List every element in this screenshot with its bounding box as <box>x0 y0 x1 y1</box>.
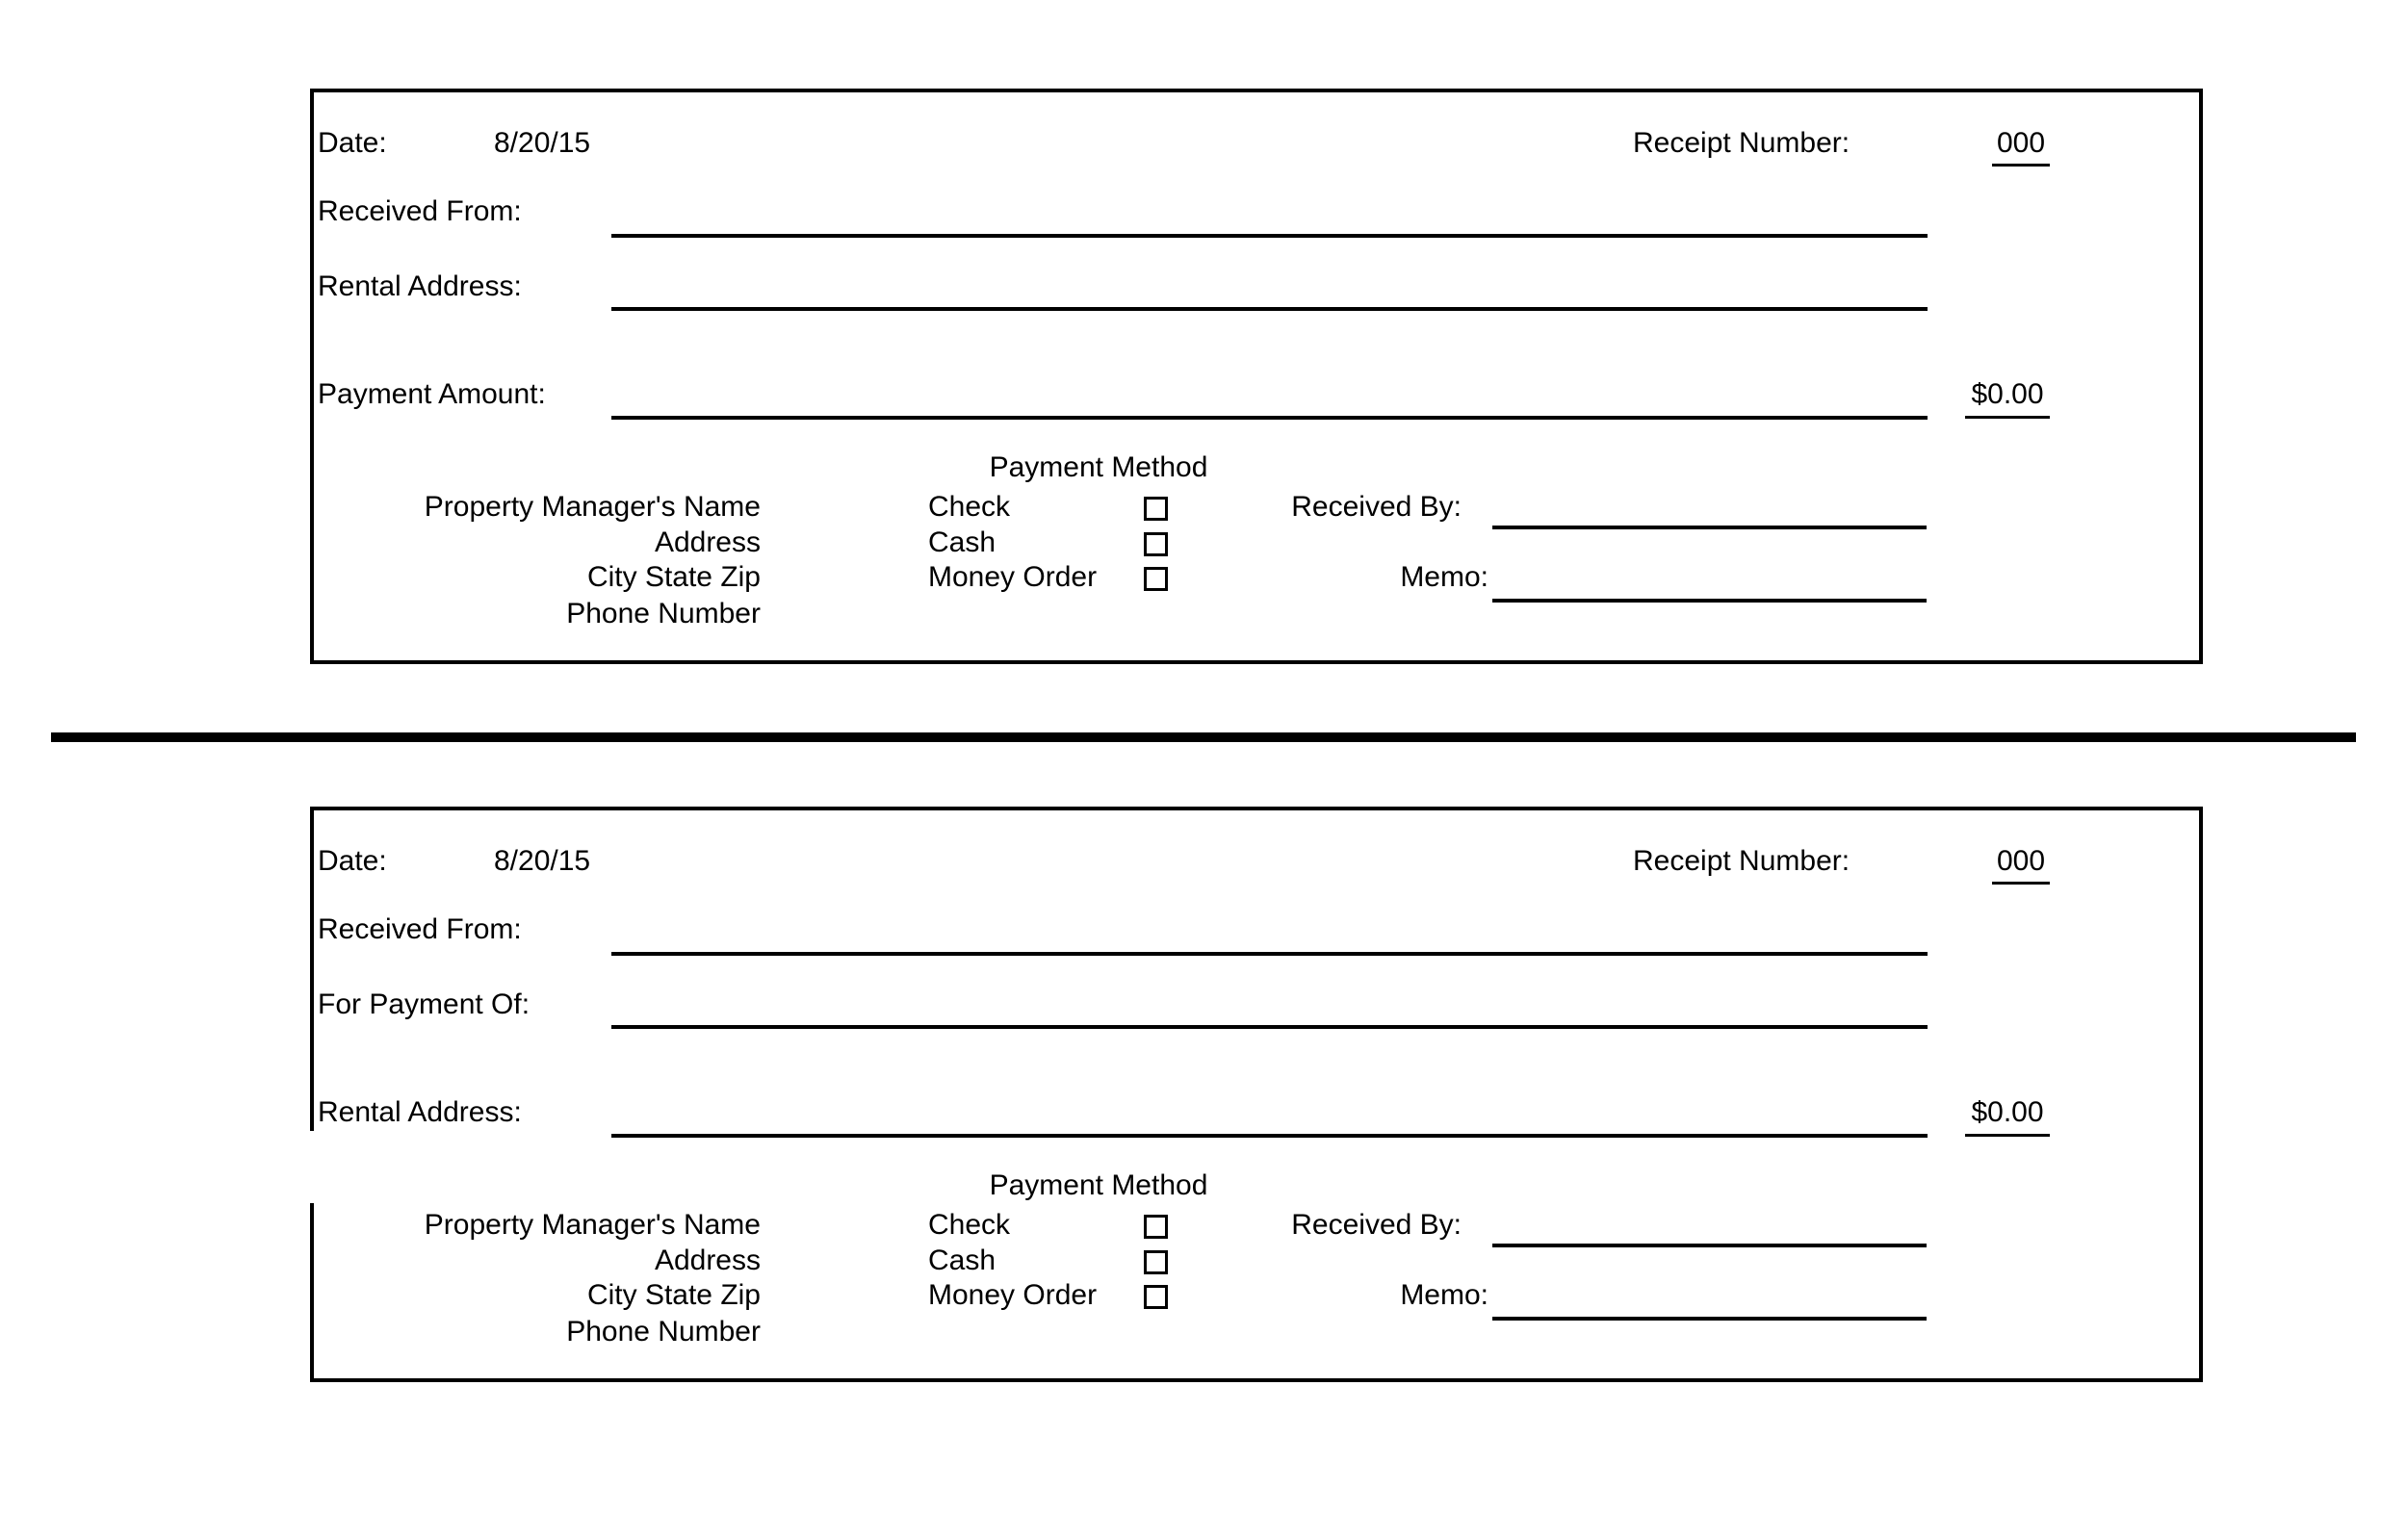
received-from-label: Received From: <box>318 913 522 945</box>
receipt-border-right <box>2199 89 2203 664</box>
payment-method-title: Payment Method <box>989 451 1208 483</box>
received-from-input-line[interactable] <box>611 234 1928 238</box>
method-check-label: Check <box>928 491 1011 523</box>
property-manager-address: Address <box>654 526 761 558</box>
payment-amount-underline <box>1965 416 2050 419</box>
receipt-number-underline <box>1992 882 2050 885</box>
received-from-input-line[interactable] <box>611 952 1928 956</box>
received-by-input-line[interactable] <box>1492 526 1927 529</box>
rental-address-label: Rental Address: <box>318 1096 522 1128</box>
check-checkbox[interactable] <box>1144 1215 1168 1239</box>
memo-input-line[interactable] <box>1492 599 1927 603</box>
for-payment-of-input-line[interactable] <box>611 1025 1928 1029</box>
receipt-number-label: Receipt Number: <box>1633 127 1851 159</box>
receipt-border-bottom <box>310 660 2203 664</box>
for-payment-of-label: For Payment Of: <box>318 988 531 1020</box>
cash-checkbox[interactable] <box>1144 532 1168 556</box>
receipt-border-top <box>310 807 2203 810</box>
received-from-label: Received From: <box>318 195 522 227</box>
payment-method-title: Payment Method <box>989 1169 1208 1201</box>
memo-label: Memo: <box>1400 1279 1488 1311</box>
rental-address-label: Rental Address: <box>318 270 522 302</box>
receipt-top <box>310 89 2203 664</box>
date-value[interactable]: 8/20/15 <box>494 127 591 159</box>
money-order-checkbox[interactable] <box>1144 1285 1168 1309</box>
cash-checkbox[interactable] <box>1144 1250 1168 1274</box>
property-manager-name: Property Manager's Name <box>424 1209 761 1241</box>
payment-amount-value[interactable]: $0.00 <box>1971 378 2044 410</box>
receipt-border-left-lower <box>310 1203 314 1382</box>
received-by-label: Received By: <box>1291 1209 1462 1241</box>
receipt-border-right <box>2199 807 2203 1382</box>
payment-amount-input-line[interactable] <box>611 416 1928 420</box>
method-money-order-label: Money Order <box>928 1279 1098 1311</box>
payment-amount-underline <box>1965 1134 2050 1137</box>
method-check-label: Check <box>928 1209 1011 1241</box>
receipt-number-label: Receipt Number: <box>1633 845 1851 877</box>
date-label: Date: <box>318 127 387 159</box>
receipt-border-bottom <box>310 1378 2203 1382</box>
payment-amount-label: Payment Amount: <box>318 378 546 410</box>
receipt-number-value[interactable]: 000 <box>1996 845 2046 877</box>
receipt-number-value[interactable]: 000 <box>1996 127 2046 159</box>
date-label: Date: <box>318 845 387 877</box>
payment-amount-value[interactable]: $0.00 <box>1971 1096 2044 1128</box>
date-value[interactable]: 8/20/15 <box>494 845 591 877</box>
method-cash-label: Cash <box>928 1245 996 1276</box>
receipt-border-left-upper <box>310 807 314 1131</box>
property-manager-phone: Phone Number <box>566 598 761 629</box>
property-manager-phone: Phone Number <box>566 1316 761 1348</box>
rental-address-input-line[interactable] <box>611 307 1928 311</box>
receipt-bottom <box>310 807 2203 1382</box>
property-manager-citystatezip: City State Zip <box>586 561 761 593</box>
property-manager-name: Property Manager's Name <box>424 491 761 523</box>
receipt-border-left <box>310 89 314 664</box>
check-checkbox[interactable] <box>1144 497 1168 521</box>
rental-address-input-line[interactable] <box>611 1134 1928 1138</box>
tear-divider-line <box>51 732 2356 742</box>
receipt-border-top <box>310 89 2203 92</box>
method-money-order-label: Money Order <box>928 561 1098 593</box>
property-manager-citystatezip: City State Zip <box>586 1279 761 1311</box>
property-manager-address: Address <box>654 1245 761 1276</box>
money-order-checkbox[interactable] <box>1144 567 1168 591</box>
receipt-number-underline <box>1992 164 2050 167</box>
memo-label: Memo: <box>1400 561 1488 593</box>
received-by-input-line[interactable] <box>1492 1244 1927 1247</box>
memo-input-line[interactable] <box>1492 1317 1927 1321</box>
method-cash-label: Cash <box>928 526 996 558</box>
received-by-label: Received By: <box>1291 491 1462 523</box>
